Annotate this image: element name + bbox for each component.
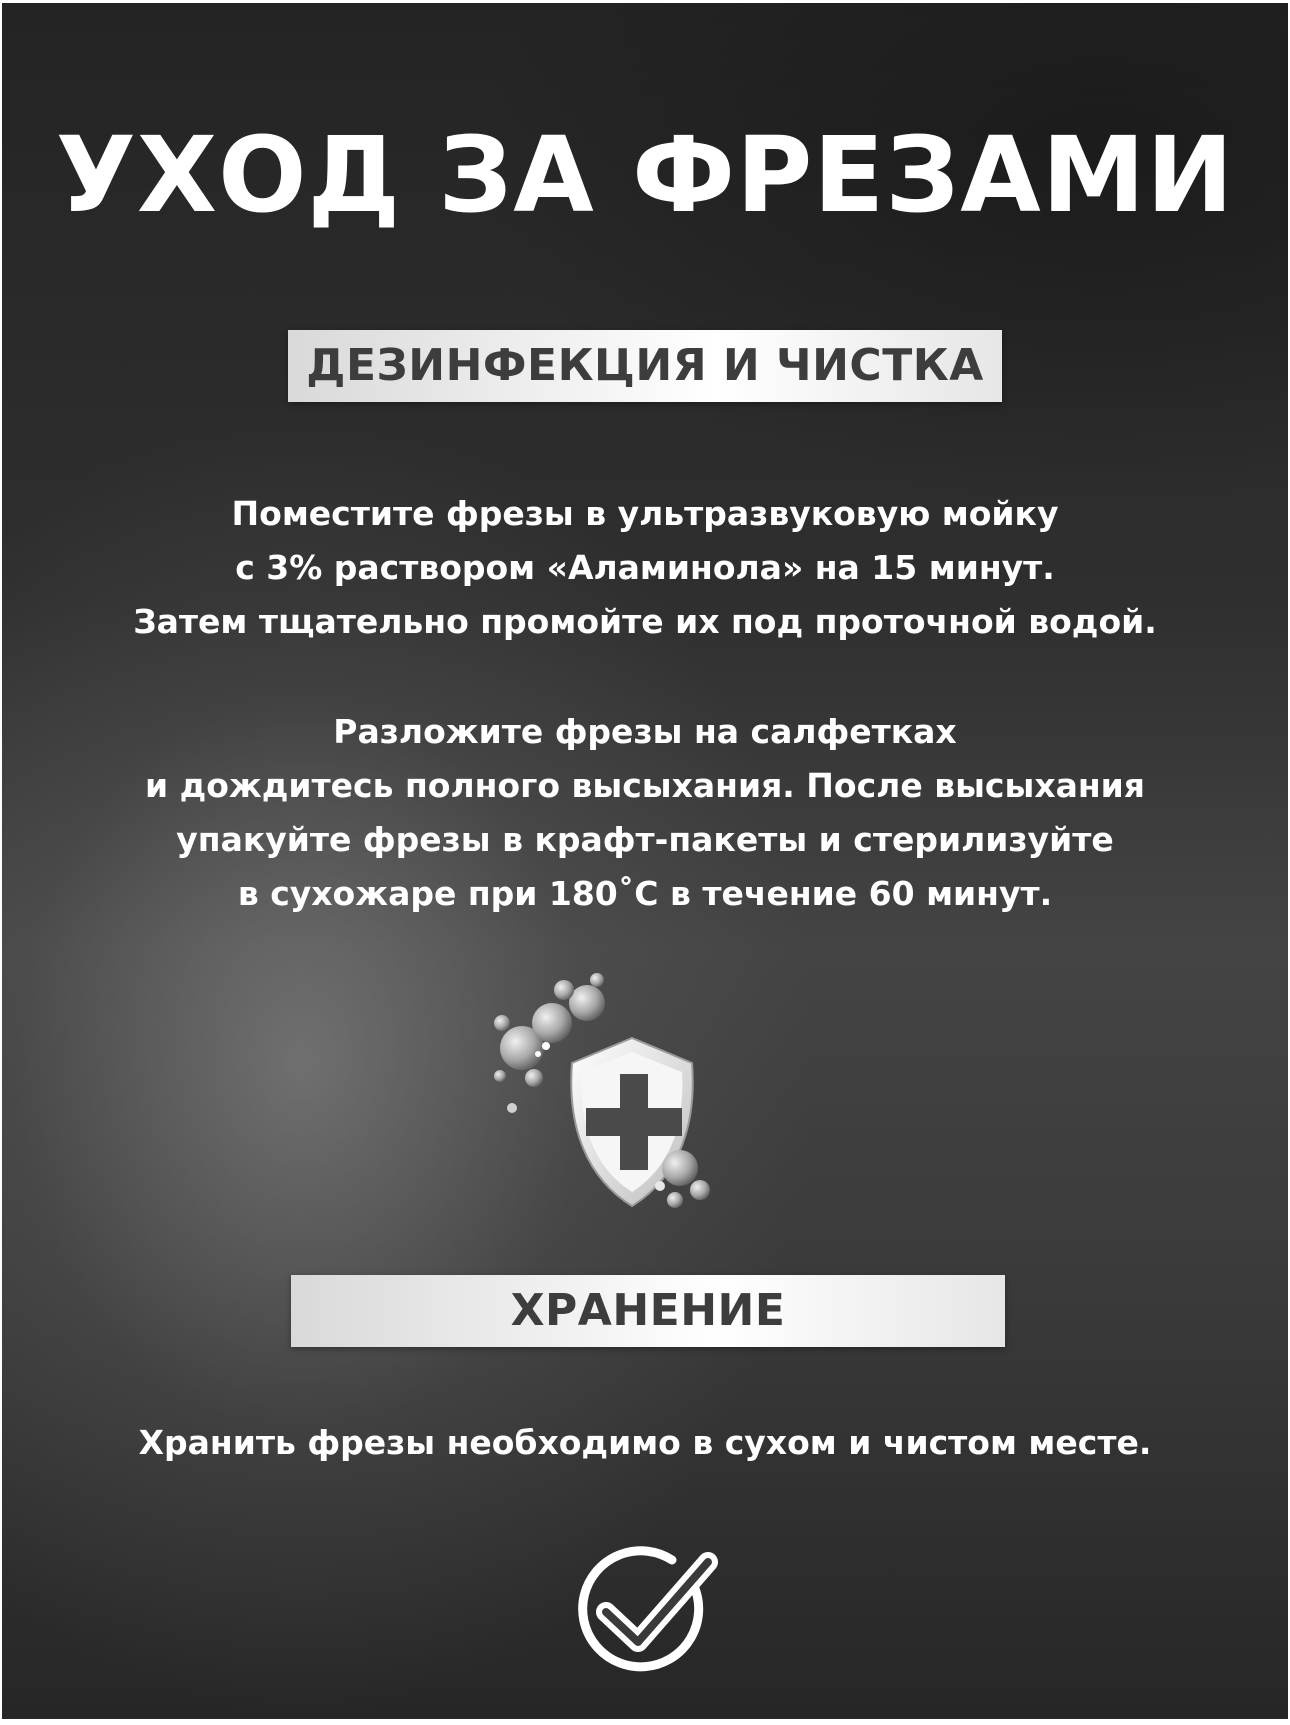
text-line: Поместите фрезы в ультразвуковую мойку [231,494,1059,533]
shield-plus-icon [482,968,762,1218]
text-line: упакуйте фрезы в крафт-пакеты и стерилизуйте [176,820,1114,859]
text-line: Разложите фрезы на салфетках [333,712,957,751]
text-line: Хранить фрезы необходимо в сухом и чистом месте. [138,1423,1152,1462]
disinfection-heading: ДЕЗИНФЕКЦИЯ И ЧИСТКА [288,330,1002,402]
disinfection-paragraph-2 [2,705,1288,921]
storage-paragraph [2,1416,1288,1470]
text-line: Затем тщательно промойте их под проточной водой. [133,602,1157,641]
text-line: и дождитесь полного высыхания. После высыхания [145,766,1145,805]
page-title: УХОД ЗА ФРЕЗАМИ [55,114,1235,236]
care-infographic [2,3,1288,1719]
storage-heading: ХРАНЕНИЕ [291,1275,1005,1347]
disinfection-paragraph-1 [2,487,1288,649]
check-circle-icon [576,1538,726,1688]
text-line: с 3% раствором «Аламинола» на 15 минут. [235,548,1055,587]
text-line: в сухожаре при 180˚С в течение 60 минут. [237,874,1053,913]
